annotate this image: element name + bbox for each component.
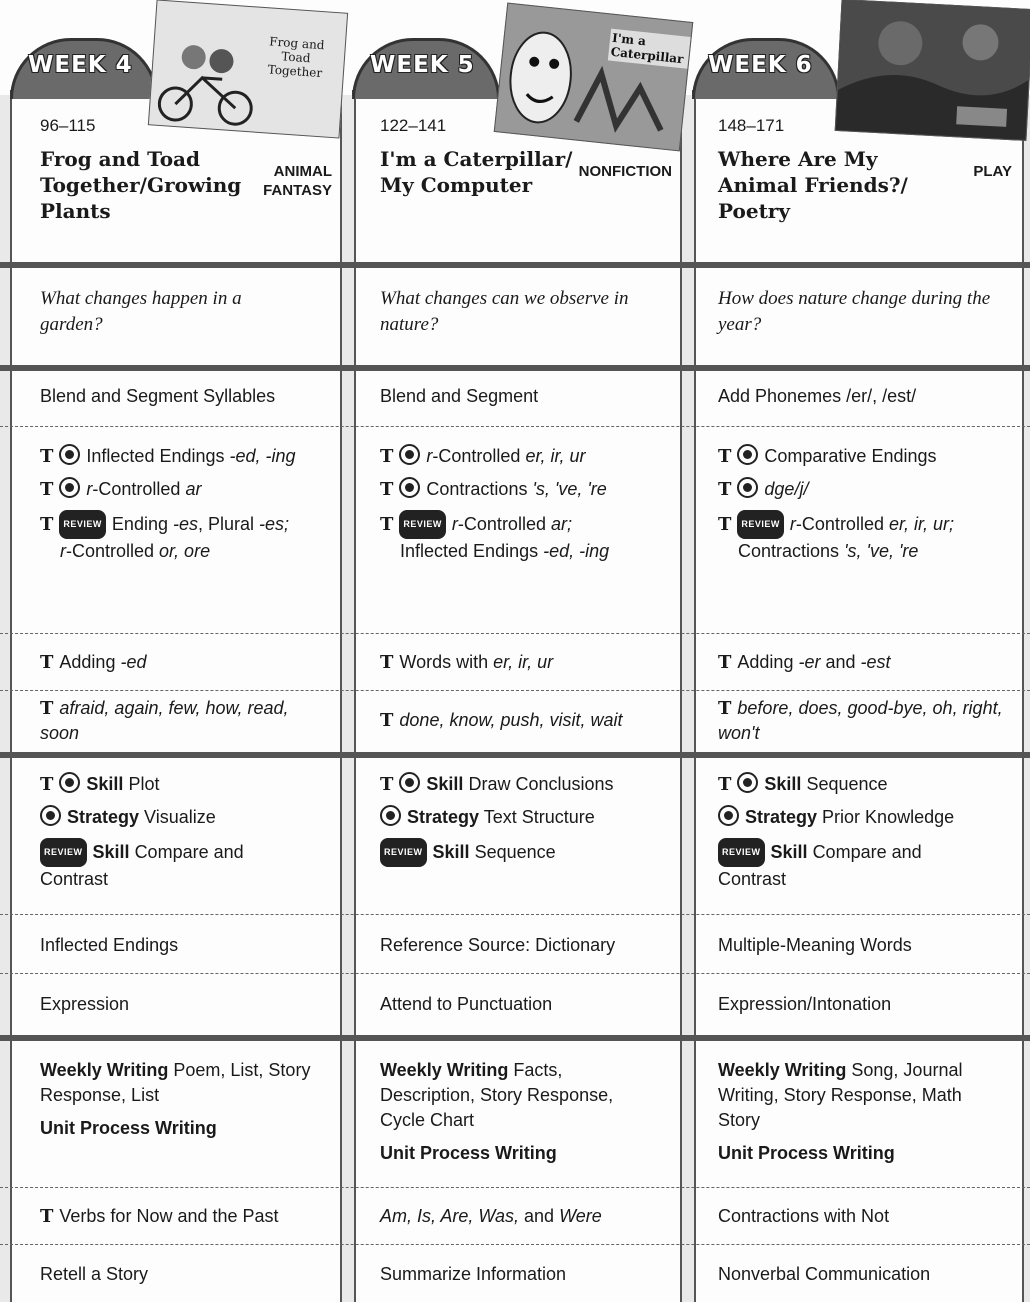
genre-line: PLAY bbox=[973, 163, 1012, 180]
caterpillar-illustration-icon bbox=[495, 4, 692, 151]
tested-skill-t-icon: T bbox=[40, 479, 54, 500]
book-cover-animal-friends bbox=[835, 0, 1030, 141]
vocabulary: Reference Source: Dictionary bbox=[380, 935, 616, 955]
tested-skill-t-icon: T bbox=[40, 1206, 54, 1227]
phonics-text: -es bbox=[172, 514, 198, 534]
selection-title: Frog and Toad Together/Growing Plants bbox=[40, 147, 242, 223]
phonics-text: er, ir, ur bbox=[525, 446, 586, 466]
spelling-text: and bbox=[820, 652, 861, 672]
week-6-label: WEEK 6 bbox=[708, 52, 813, 78]
phonics-text: r bbox=[426, 446, 433, 466]
rail-left bbox=[0, 95, 12, 1302]
writing-label: Weekly Writing bbox=[380, 1060, 509, 1080]
target-icon bbox=[399, 772, 420, 793]
target-icon bbox=[737, 444, 758, 465]
comprehension bbox=[380, 772, 680, 875]
spelling bbox=[718, 650, 891, 675]
rail-1 bbox=[340, 95, 356, 1302]
phonics-list bbox=[718, 444, 1018, 572]
comp-text: Sequence bbox=[806, 774, 888, 794]
comp-label: Skill bbox=[92, 842, 130, 862]
phonics-text: r bbox=[60, 541, 66, 561]
phonics-text: r bbox=[451, 514, 458, 534]
genre-label bbox=[930, 162, 1012, 181]
genre-line: ANIMAL bbox=[273, 163, 332, 180]
phonics-item bbox=[380, 510, 680, 539]
phonics-text: Inflected Endings bbox=[86, 446, 230, 466]
grammar-text: and bbox=[519, 1206, 560, 1226]
comp-label: Skill bbox=[426, 774, 464, 794]
rail-right bbox=[1022, 95, 1030, 1302]
spelling bbox=[380, 650, 553, 675]
tested-skill-t-icon: T bbox=[718, 652, 732, 673]
comp-skill bbox=[718, 772, 1018, 797]
phonics-text: -Controlled bbox=[457, 514, 551, 534]
rail-2 bbox=[680, 95, 696, 1302]
vocabulary: Multiple-Meaning Words bbox=[718, 935, 912, 955]
phonics-text: -Controlled bbox=[795, 514, 889, 534]
unit-process-writing: Unit Process Writing bbox=[718, 1143, 895, 1163]
high-frequency-words bbox=[40, 696, 330, 746]
grammar bbox=[40, 1204, 279, 1229]
comp-label: Skill bbox=[432, 842, 470, 862]
review-badge-icon: REVIEW bbox=[737, 510, 784, 539]
target-icon bbox=[380, 805, 401, 826]
comp-review bbox=[718, 838, 968, 892]
phonemic-awareness: Blend and Segment bbox=[380, 386, 539, 406]
week-5-label: WEEK 5 bbox=[370, 52, 475, 78]
row-separator bbox=[0, 633, 1030, 634]
phonics-item bbox=[718, 444, 1018, 469]
comp-text: Sequence bbox=[474, 842, 556, 862]
spelling-text: Adding bbox=[59, 652, 121, 672]
phonics-item bbox=[380, 539, 680, 564]
week-4-label: WEEK 4 bbox=[28, 52, 133, 78]
hf-words-text: afraid, again, few, how, read, soon bbox=[40, 698, 289, 743]
comprehension bbox=[718, 772, 1018, 900]
tested-skill-t-icon: T bbox=[40, 446, 54, 467]
phonics-list bbox=[380, 444, 680, 572]
phonics-text: -Controlled bbox=[432, 446, 526, 466]
comp-review bbox=[40, 838, 290, 892]
phonics-text: , Plural bbox=[198, 514, 260, 534]
target-icon bbox=[737, 772, 758, 793]
comp-review bbox=[380, 838, 680, 867]
phonics-item bbox=[40, 477, 340, 502]
speaking-listening: Nonverbal Communication bbox=[718, 1264, 931, 1284]
target-icon bbox=[399, 477, 420, 498]
review-badge-icon: REVIEW bbox=[40, 838, 87, 867]
vocabulary: Inflected Endings bbox=[40, 935, 179, 955]
tested-skill-t-icon: T bbox=[718, 446, 732, 467]
writing-label: Weekly Writing bbox=[718, 1060, 847, 1080]
phonics-text: -Controlled bbox=[66, 541, 160, 561]
target-icon bbox=[59, 477, 80, 498]
phonics-text: r bbox=[789, 514, 796, 534]
comp-text: Compare and Contrast bbox=[718, 842, 922, 889]
grammar-text: Were bbox=[559, 1206, 602, 1226]
unit-process-writing: Unit Process Writing bbox=[40, 1118, 217, 1138]
high-frequency-words bbox=[380, 708, 670, 733]
phonics-text: -es; bbox=[259, 514, 290, 534]
unit-process-writing: Unit Process Writing bbox=[380, 1143, 557, 1163]
phonics-text: 's, 've, 're bbox=[844, 541, 919, 561]
row-separator bbox=[0, 973, 1030, 974]
spelling bbox=[40, 650, 146, 675]
phonics-item bbox=[718, 539, 1018, 564]
comp-label: Skill bbox=[764, 774, 802, 794]
phonics-text: Contractions bbox=[426, 479, 533, 499]
tested-skill-t-icon: T bbox=[718, 514, 732, 535]
target-icon bbox=[737, 477, 758, 498]
review-badge-icon: REVIEW bbox=[718, 838, 765, 867]
weekly-writing bbox=[380, 1058, 660, 1133]
phonics-item bbox=[718, 477, 1018, 502]
comprehension bbox=[40, 772, 340, 900]
genre-line: FANTASY bbox=[263, 182, 332, 199]
tested-skill-t-icon: T bbox=[380, 710, 394, 731]
target-icon bbox=[40, 805, 61, 826]
phonics-text: r bbox=[86, 479, 93, 499]
hf-words-text: before, does, good-bye, oh, right, won't bbox=[718, 698, 1003, 743]
row-separator-thick bbox=[0, 752, 1030, 758]
question-of-week: What changes happen in a garden? bbox=[40, 288, 242, 335]
comp-text: Prior Knowledge bbox=[822, 807, 955, 827]
review-badge-icon: REVIEW bbox=[59, 510, 106, 539]
comp-text: Visualize bbox=[144, 807, 216, 827]
tested-skill-t-icon: T bbox=[718, 774, 732, 795]
phonics-text: dge/j/ bbox=[764, 479, 809, 499]
speaking-listening: Summarize Information bbox=[380, 1264, 567, 1284]
phonics-text: ar; bbox=[550, 514, 572, 534]
writing bbox=[40, 1058, 330, 1141]
row-separator-thick bbox=[0, 365, 1030, 371]
genre-label bbox=[250, 162, 332, 200]
comp-label: Skill bbox=[770, 842, 808, 862]
weekly-writing bbox=[40, 1058, 330, 1108]
phonics-text: or, ore bbox=[159, 541, 211, 561]
phonics-text: Inflected Endings bbox=[400, 541, 544, 561]
grammar-text: Am, Is, Are, Was, bbox=[380, 1206, 520, 1226]
comp-skill bbox=[380, 772, 680, 797]
grammar bbox=[380, 1204, 602, 1229]
phonics-item bbox=[380, 477, 680, 502]
book-cover-caterpillar bbox=[494, 3, 694, 152]
row-separator bbox=[0, 426, 1030, 427]
writing-text: Facts, Description, Story Response, Cycle Chart bbox=[380, 1060, 614, 1130]
tested-skill-t-icon: T bbox=[40, 514, 54, 535]
genre-line: NONFICTION bbox=[578, 163, 672, 180]
spelling-text: Words with bbox=[399, 652, 494, 672]
genre-label bbox=[570, 162, 672, 181]
cover-title: I'm a Caterpillar bbox=[608, 29, 691, 69]
row-separator bbox=[0, 1187, 1030, 1188]
comp-label: Strategy bbox=[407, 807, 480, 827]
phonics-text: -ed, -ing bbox=[543, 541, 610, 561]
selection-title: I'm a Caterpillar/ My Computer bbox=[380, 147, 573, 197]
tested-skill-t-icon: T bbox=[718, 479, 732, 500]
phonics-item bbox=[40, 444, 340, 469]
writing-text: Poem, List, Story Response, List bbox=[40, 1060, 311, 1105]
tested-skill-t-icon: T bbox=[380, 514, 394, 535]
hf-words-text: done, know, push, visit, wait bbox=[399, 710, 623, 730]
fluency: Expression/Intonation bbox=[718, 994, 892, 1014]
spelling-text: -est bbox=[860, 652, 891, 672]
fluency: Attend to Punctuation bbox=[380, 994, 553, 1014]
high-frequency-words bbox=[718, 696, 1008, 746]
fluency: Expression bbox=[40, 994, 130, 1014]
tested-skill-t-icon: T bbox=[40, 774, 54, 795]
phonics-text: Ending bbox=[111, 514, 173, 534]
comp-strategy bbox=[718, 805, 1018, 830]
row-separator-thick bbox=[0, 1035, 1030, 1041]
target-icon bbox=[718, 805, 739, 826]
grammar-text: Verbs for Now and the Past bbox=[59, 1206, 279, 1226]
forest-illustration-icon bbox=[836, 0, 1030, 140]
question-of-week: How does nature change during the year? bbox=[718, 288, 991, 335]
spelling-text: er, ir, ur bbox=[493, 652, 554, 672]
target-icon bbox=[59, 444, 80, 465]
phonics-text: 's, 've, 're bbox=[532, 479, 607, 499]
selection-title: Where Are My Animal Friends?/ Poetry bbox=[718, 147, 908, 223]
comp-strategy bbox=[40, 805, 340, 830]
spelling-text: -ed bbox=[120, 652, 147, 672]
phonics-item bbox=[40, 510, 340, 539]
cover-title: Frog and Toad Together bbox=[267, 34, 326, 81]
phonics-list bbox=[40, 444, 340, 572]
comp-label: Strategy bbox=[67, 807, 140, 827]
phonics-item bbox=[40, 539, 340, 564]
comp-label: Strategy bbox=[745, 807, 818, 827]
speaking-listening: Retell a Story bbox=[40, 1264, 149, 1284]
tested-skill-t-icon: T bbox=[380, 774, 394, 795]
tested-skill-t-icon: T bbox=[40, 698, 54, 719]
phonics-text: Contractions bbox=[738, 541, 845, 561]
phonics-text: -ed, -ing bbox=[229, 446, 296, 466]
tested-skill-t-icon: T bbox=[40, 652, 54, 673]
weekly-writing bbox=[718, 1058, 1008, 1133]
tested-skill-t-icon: T bbox=[380, 446, 394, 467]
review-badge-icon: REVIEW bbox=[380, 838, 427, 867]
phonics-text: er, ir, ur; bbox=[888, 514, 954, 534]
phonemic-awareness: Add Phonemes /er/, /est/ bbox=[718, 386, 917, 406]
tested-skill-t-icon: T bbox=[380, 479, 394, 500]
target-icon bbox=[399, 444, 420, 465]
writing bbox=[380, 1058, 660, 1166]
row-separator-thick bbox=[0, 262, 1030, 268]
comp-label: Skill bbox=[86, 774, 124, 794]
book-cover-frog-and-toad bbox=[148, 0, 348, 139]
phonemic-awareness: Blend and Segment Syllables bbox=[40, 386, 276, 406]
spelling-text: Adding bbox=[737, 652, 799, 672]
writing-text: Song, Journal Writing, Story Response, Math Story bbox=[718, 1060, 963, 1130]
phonics-text: Comparative Endings bbox=[764, 446, 937, 466]
target-icon bbox=[59, 772, 80, 793]
writing bbox=[718, 1058, 1008, 1166]
page-range: 96–115 bbox=[40, 116, 96, 135]
comp-text: Draw Conclusions bbox=[468, 774, 614, 794]
grammar: Contractions with Not bbox=[718, 1206, 890, 1226]
comp-text: Compare and Contrast bbox=[40, 842, 244, 889]
comp-text: Text Structure bbox=[483, 807, 595, 827]
row-separator bbox=[0, 1244, 1030, 1245]
review-badge-icon: REVIEW bbox=[399, 510, 446, 539]
comp-text: Plot bbox=[128, 774, 160, 794]
row-separator bbox=[0, 914, 1030, 915]
tested-skill-t-icon: T bbox=[718, 698, 732, 719]
phonics-text: -Controlled bbox=[92, 479, 186, 499]
row-separator bbox=[0, 690, 1030, 691]
page-range: 148–171 bbox=[718, 116, 785, 135]
writing-label: Weekly Writing bbox=[40, 1060, 169, 1080]
spelling-text: -er bbox=[798, 652, 821, 672]
phonics-item bbox=[380, 444, 680, 469]
phonics-item bbox=[718, 510, 1018, 539]
tested-skill-t-icon: T bbox=[380, 652, 394, 673]
page-range: 122–141 bbox=[380, 116, 447, 135]
phonics-text: ar bbox=[185, 479, 202, 499]
bicycle-illustration-icon bbox=[149, 14, 266, 131]
question-of-week: What changes can we observe in nature? bbox=[380, 288, 629, 335]
comp-skill bbox=[40, 772, 340, 797]
comp-strategy bbox=[380, 805, 680, 830]
